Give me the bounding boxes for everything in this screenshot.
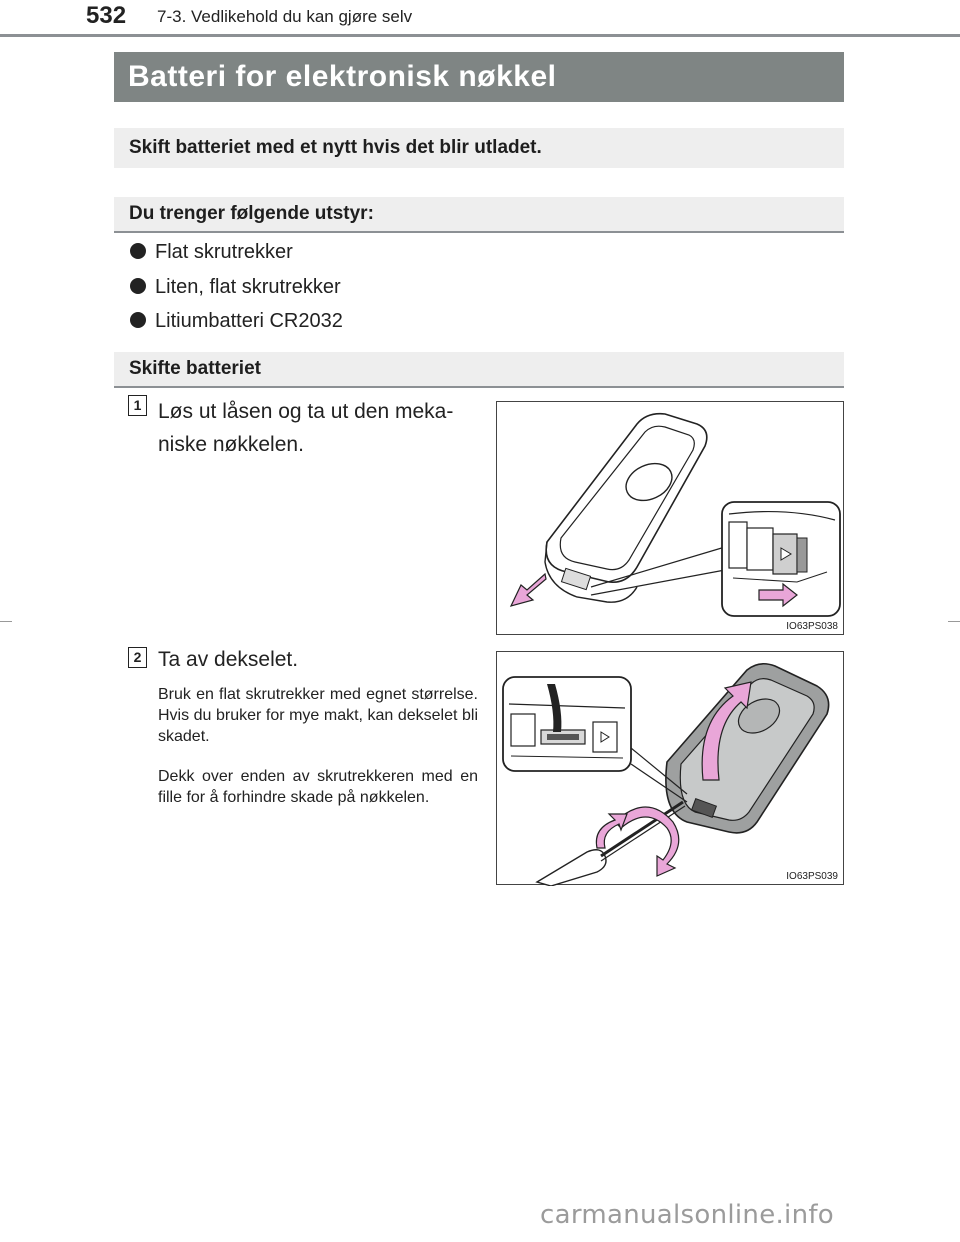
equipment-item: Liten, flat skrutrekker bbox=[130, 276, 341, 299]
step-2-note-2: Dekk over enden av skrutrekkeren med en fille for å forhindre skade på nøkkelen. bbox=[158, 768, 478, 806]
replace-heading bbox=[114, 352, 844, 388]
intro-box bbox=[114, 128, 844, 168]
equipment-item: Flat skrutrekker bbox=[130, 241, 293, 264]
key-fob-cover-removal-illustration bbox=[497, 652, 845, 886]
header-rule bbox=[0, 34, 960, 37]
figure-step-2 bbox=[496, 651, 844, 885]
step-2-note-1: Bruk en flat skrutrekker med egnet størrelse. Hvis du bruker for mye makt, kan dekselet bli skadet. bbox=[158, 686, 478, 745]
equipment-heading bbox=[114, 197, 844, 233]
bullet-icon bbox=[130, 278, 146, 294]
step-number-2: 2 bbox=[128, 647, 147, 668]
figure-step-1 bbox=[496, 401, 844, 635]
crop-mark-left bbox=[0, 621, 12, 622]
bullet-icon bbox=[130, 243, 146, 259]
step-number-1: 1 bbox=[128, 395, 147, 416]
page-number: 532 bbox=[86, 2, 127, 29]
replace-heading-text: Skifte batteriet bbox=[129, 358, 261, 379]
step-2-text: Ta av dekselet. bbox=[158, 648, 299, 671]
watermark: carmanualsonline.info bbox=[540, 1200, 835, 1230]
key-fob-release-illustration bbox=[497, 402, 845, 636]
section-title-bar bbox=[114, 52, 844, 102]
figure-caption-2: IO63PS039 bbox=[786, 871, 838, 882]
chapter-title: 7-3. Vedlikehold du kan gjøre selv bbox=[157, 7, 413, 26]
section-title: Batteri for elektronisk nøkkel bbox=[128, 60, 557, 93]
figure-caption-1: IO63PS038 bbox=[786, 621, 838, 632]
crop-mark-right bbox=[948, 621, 960, 622]
equipment-item: Litiumbatteri CR2032 bbox=[130, 310, 343, 333]
intro-text: Skift batteriet med et nytt hvis det blir utladet. bbox=[129, 137, 542, 158]
bullet-icon bbox=[130, 312, 146, 328]
step-1-text: Løs ut låsen og ta ut den meka- niske nøkkelen. bbox=[158, 400, 454, 456]
equipment-heading-text: Du trenger følgende utstyr: bbox=[129, 203, 374, 224]
